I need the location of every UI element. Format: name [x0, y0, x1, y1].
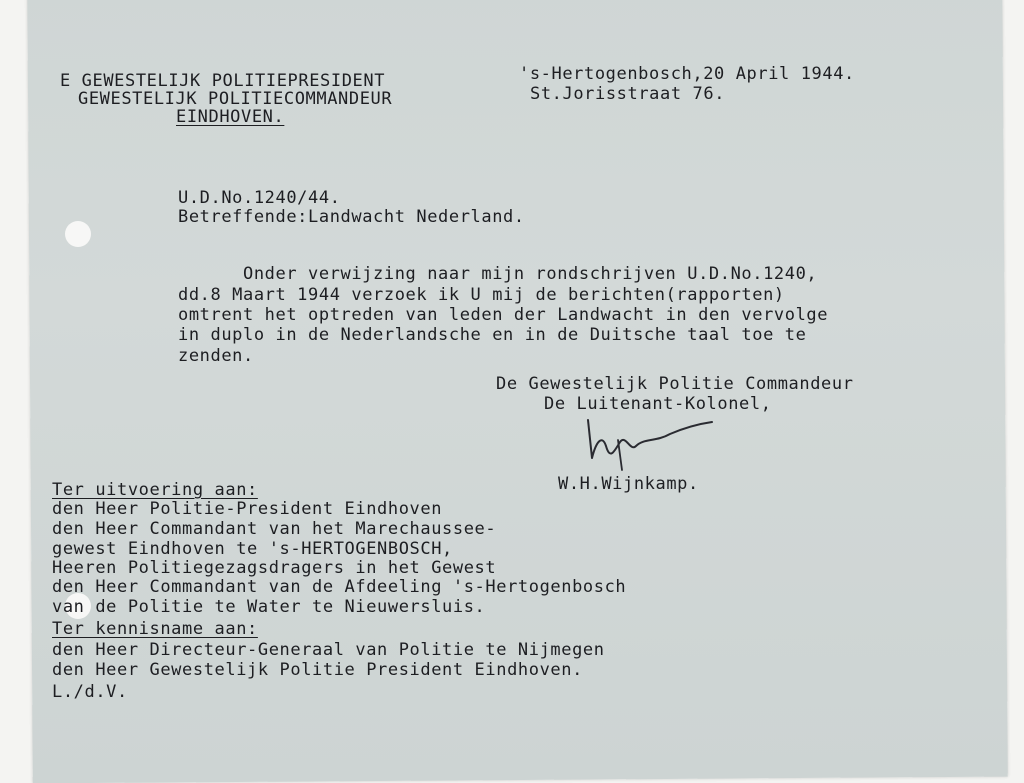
address: St.Jorisstraat 76. [530, 84, 726, 104]
list-item: Heeren Politiegezagsdragers in het Gewest [52, 558, 497, 578]
signatory-title-1: De Gewestelijk Politie Commandeur [496, 374, 854, 394]
handwritten-signature [578, 412, 728, 482]
body-line-5: zenden. [178, 346, 254, 366]
sender-line-1: E GEWESTELIJK POLITIEPRESIDENT [60, 71, 386, 91]
body-line-2: dd.8 Maart 1944 verzoek ik U mij de berichten(rapporten) [178, 285, 785, 305]
place-date: 's-Hertogenbosch,20 April 1944. [519, 64, 855, 84]
signatory-title-2: De Luitenant-Kolonel, [544, 394, 772, 414]
list-item: den Heer Politie-President Eindhoven [52, 499, 443, 519]
reference-number: U.D.No.1240/44. [178, 188, 341, 208]
list-item: den Heer Gewestelijk Politie President Eindhoven. [52, 660, 583, 680]
body-line-4: in duplo in de Nederlandsche en in de Duitsche taal toe te [178, 325, 807, 345]
list-item: den Heer Commandant van de Afdeeling 's-Hertogenbosch [52, 577, 627, 597]
signatory-name: W.H.Wijnkamp. [558, 474, 699, 494]
sender-city: EINDHOVEN. [176, 107, 285, 127]
notice-heading: Ter kennisname aan: [52, 619, 258, 639]
sender-line-2: GEWESTELIJK POLITIECOMMANDEUR [78, 89, 393, 109]
list-item: den Heer Directeur-Generaal van Politie te Nijmegen [52, 640, 605, 660]
list-item: den Heer Commandant van het Marechaussee- [52, 519, 497, 539]
body-line-3: omtrent het optreden van leden der Landwacht in den vervolge [178, 305, 829, 325]
list-item: van de Politie te Water te Nieuwersluis. [52, 597, 486, 617]
subject-line: Betreffende:Landwacht Nederland. [178, 207, 525, 227]
list-item: gewest Eindhoven te 's-HERTOGENBOSCH, [52, 539, 453, 559]
execution-heading: Ter uitvoering aan: [52, 480, 258, 500]
body-line-1: Onder verwijzing naar mijn rondschrijven U.D.No.1240, [243, 264, 818, 284]
footer-initials: L./d.V. [52, 682, 128, 702]
